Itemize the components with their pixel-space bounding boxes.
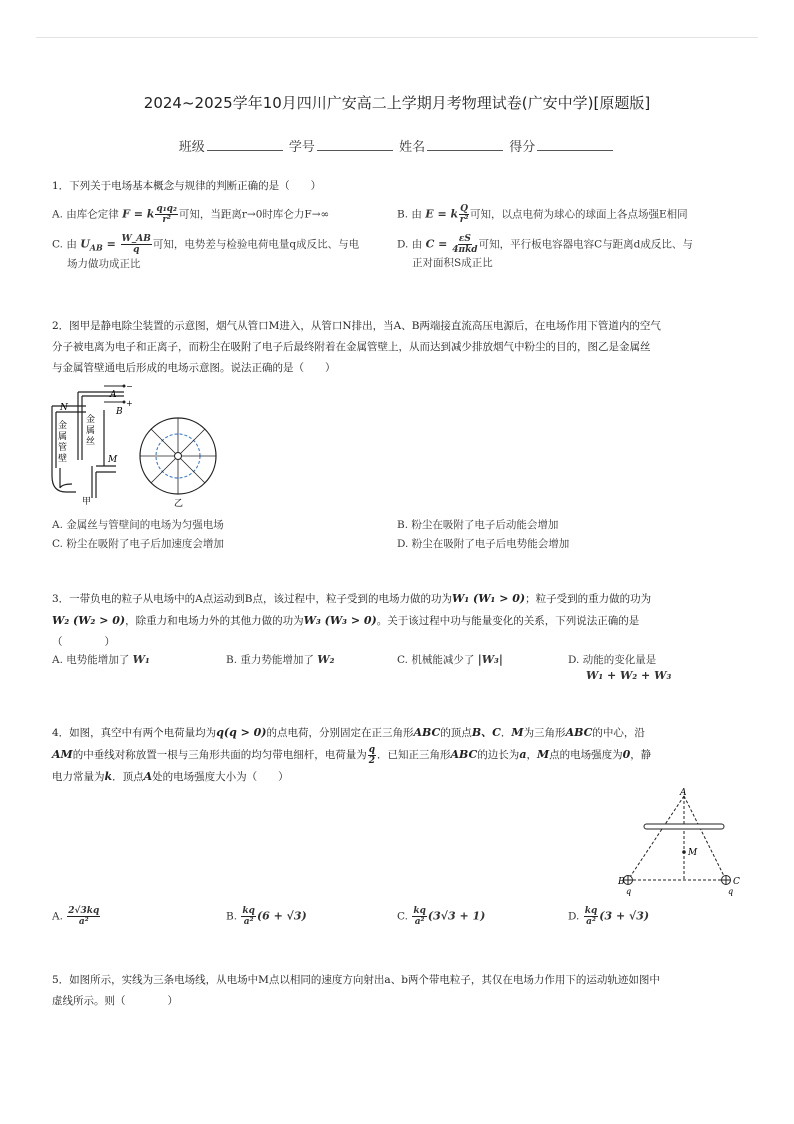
q1-option-c[interactable]: C. 由 $U_{AB}$ = $\frac{W\_AB}{q}$ 可知，电势差与检验电荷电量q成反比、与电 场力做功成正比 <box>52 234 360 270</box>
fraction: $\frac{\varepsilon S}{\text{4πkd}}$ <box>452 234 478 255</box>
score-label: 得分 <box>509 140 536 155</box>
q4-option-b[interactable]: B. $\frac{kq}{\text{a²}}$ (6 + √3) <box>226 906 307 927</box>
class-label: 班级 <box>178 140 205 155</box>
svg-text:属: 属 <box>86 426 96 436</box>
q2-option-c[interactable]: C. 粉尘在吸附了电子后加速度会增加 <box>52 538 224 550</box>
question-1-stem: 1．下列关于电场基本概念与规律的判断正确的是（ ） <box>52 180 322 192</box>
question-4-stem: 4．如图，真空中有两个电荷量均为q(q > 0)的点电荷，分别固定在正三角形ABC的顶点B、C．M为三角形ABC的中心，沿 AM的中垂线对称放置一根与三角形共面的均匀带电细杆，电荷量为 $\frac{q}{2}$ ．已知正三角形ABC的边长为a，M点的电场强度为0，静 电力常量为k．顶点A处的电场强度大小为（ ） <box>52 726 652 783</box>
page-title: 2024~2025学年10月四川广安高二上学期月考物理试卷(广安中学)[原题版] <box>143 94 651 112</box>
score-blank[interactable] <box>537 138 613 151</box>
svg-text:丝: 丝 <box>86 437 96 447</box>
q4-option-c[interactable]: C. $\frac{kq}{\text{a²}}$ (3√3 + 1) <box>397 906 486 927</box>
label-a: A <box>110 390 117 400</box>
q1-option-d[interactable]: D. 由 C = $\frac{\varepsilon S}{\text{4πkd}}$ 可知，平行板电容器电容C与距离d成反比、与 正对面积S成正比 <box>397 234 693 269</box>
wall-label <box>58 419 67 464</box>
charge-b <box>624 876 633 885</box>
question-5-stem: 5．如图所示，实线为三条电场线，从电场中M点以相同的速度方向射出a、b两个带电粒子，其仅在电场力作用下的运动轨迹如图中 虚线所示。则（ ） <box>52 974 660 1007</box>
student-id-label: 学号 <box>288 140 315 155</box>
student-id-blank[interactable] <box>317 138 393 151</box>
fraction: $\frac{Q}{\text{r²}}$ <box>459 204 469 225</box>
figure-yi <box>140 418 216 494</box>
q4-option-d[interactable]: D. $\frac{kq}{\text{a²}}$ (3 + √3) <box>568 906 650 927</box>
vertex-b-label: B <box>618 877 625 887</box>
figure-yi-caption: 乙 <box>174 499 184 509</box>
electrostatic-precipitator-figure <box>44 380 224 510</box>
q2-option-b[interactable]: B. 粉尘在吸附了电子后动能会增加 <box>397 519 559 531</box>
q4-option-a[interactable]: A. $\frac{2√3kq}{\text{a²}}$ <box>52 906 100 927</box>
header-divider <box>36 37 758 38</box>
q3-option-c[interactable]: C. 机械能减少了 |W₃| <box>397 653 503 666</box>
q3-option-b[interactable]: B. 重力势能增加了 W₂ <box>226 653 335 666</box>
wire-label <box>86 413 95 447</box>
svg-text:管: 管 <box>58 443 68 453</box>
charged-rod <box>644 824 724 829</box>
q3-option-a[interactable]: A. 电势能增加了 W₁ <box>52 653 150 666</box>
class-blank[interactable] <box>207 138 283 151</box>
svg-text:金: 金 <box>86 415 96 425</box>
fraction: $\frac{kq}{\text{a²}}$ <box>413 906 426 927</box>
vertex-c-label: C <box>733 877 740 887</box>
q1-option-a[interactable]: A. 由库仑定律 F = k $\frac{\text{q₁q₂}}{\text{r²}}$ 可知，当距离r→0时库仑力F→∞ <box>52 204 330 225</box>
svg-text:属: 属 <box>58 432 68 442</box>
center-m-label: M <box>688 848 698 858</box>
q3-option-d[interactable]: D. 动能的变化量是 W₁ + W₂ + W₃ <box>568 654 672 682</box>
name-blank[interactable] <box>427 138 503 151</box>
svg-text:壁: 壁 <box>58 454 68 464</box>
q2-option-a[interactable]: A. 金属丝与管壁间的电场为匀强电场 <box>52 519 224 531</box>
charge-b-label: q <box>626 887 632 896</box>
q1-option-b[interactable]: B. 由 E = k $\frac{Q}{\text{r²}}$ 可知，以点电荷为球心的球面上各点场强E相同 <box>397 204 688 225</box>
fraction: $\frac{W\_AB}{q}$ <box>121 234 151 255</box>
charge-c-label: q <box>728 887 734 896</box>
label-b: B <box>116 407 123 417</box>
student-info-row <box>0 136 794 155</box>
fraction: $\frac{kq}{\text{a²}}$ <box>242 906 255 927</box>
svg-text:金: 金 <box>58 421 68 431</box>
fraction: $\frac{kq}{\text{a²}}$ <box>584 906 598 927</box>
triangle-rod-figure <box>616 786 746 898</box>
question-3-stem: 3．一带负电的粒子从电场中的A点运动到B点，该过程中，粒子受到的电场力做的功为W₁ (W₁ > 0)；粒子受到的重力做的功为 W₂ (W₂ > 0)，除重力和电场力外的其他力做的功为W₃ (W₃ > 0)。关于该过程中功与能量变化的关系，下列说法正确的是 （ ） <box>52 592 652 648</box>
label-n: N <box>60 403 68 413</box>
plus-sign: + <box>126 399 133 408</box>
name-label: 姓名 <box>399 140 426 155</box>
question-2-stem: 2．图甲是静电除尘装置的示意图，烟气从管口M进入，从管口N排出，当A、B两端接直流高压电源后，在电场作用下管道内的空气 分子被电离为电子和正离子，而粉尘在吸附了电子后最终附着在金属管壁上，从而达到减少排放烟气中粉尘的目的，图乙是金属丝 与金属管壁通电后形成的电场示意图。说法正确的是（ ） <box>52 320 661 374</box>
figure-jia-caption: 甲 <box>82 497 92 507</box>
label-m: M <box>108 455 118 465</box>
fraction: $\frac{q}{2}$ <box>368 744 376 766</box>
vertex-a-label: A <box>680 788 687 798</box>
charge-c <box>722 876 731 885</box>
q2-option-d[interactable]: D. 粉尘在吸附了电子后电势能会增加 <box>397 538 570 550</box>
fraction: $\frac{\text{q₁q₂}}{\text{r²}}$ <box>156 204 177 225</box>
minus-sign: − <box>126 382 133 391</box>
fraction: $\frac{2√3kq}{\text{a²}}$ <box>68 906 100 927</box>
